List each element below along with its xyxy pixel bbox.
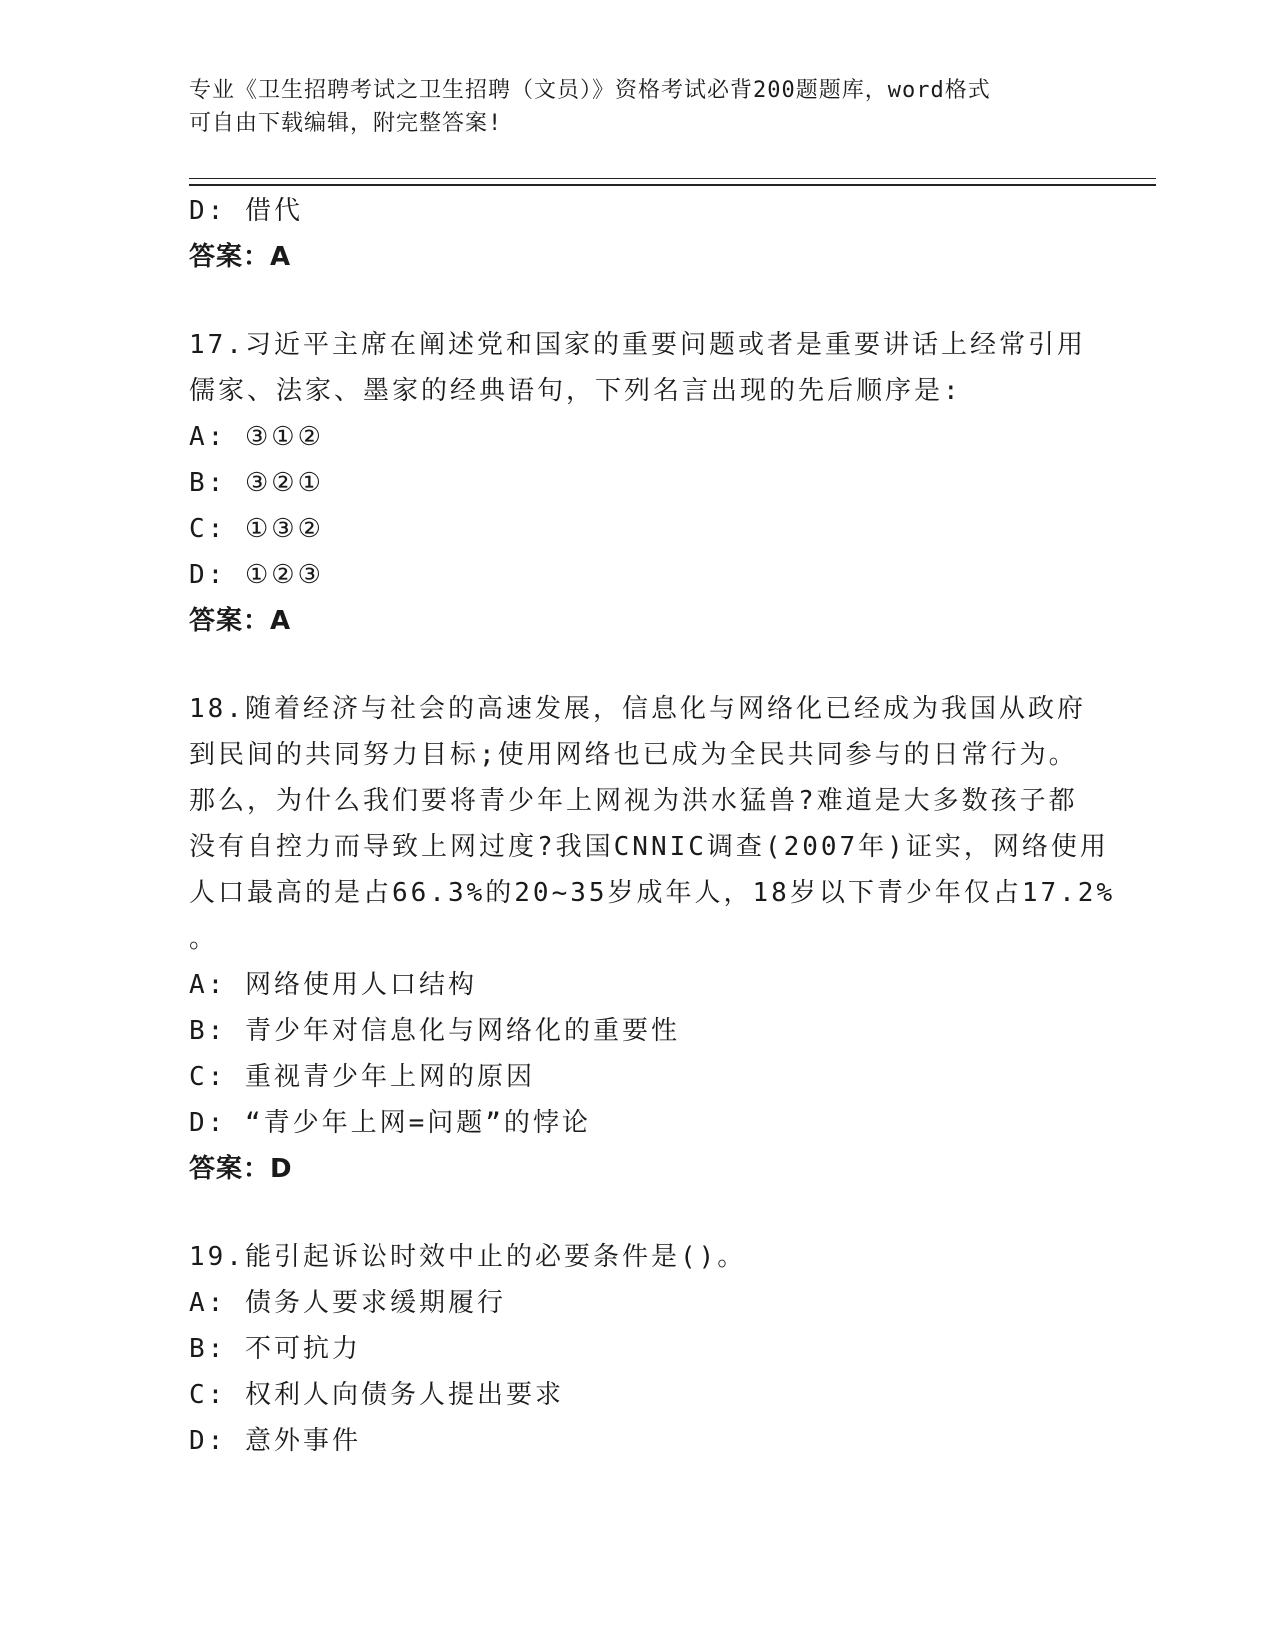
question-stem-line: 没有自控力而导致上网过度?我国CNNIC调查(2007年)证实，网络使用: [189, 832, 1109, 862]
question-stem-line: 18.随着经济与社会的高速发展，信息化与网络化已经成为我国从政府: [189, 694, 1086, 724]
question-stem-line: 那么，为什么我们要将青少年上网视为洪水猛兽?难道是大多数孩子都: [189, 786, 1078, 816]
option-b: B: 青少年对信息化与网络化的重要性: [189, 1016, 680, 1046]
option-d: D: ①②③: [189, 560, 324, 590]
option-d: D: 意外事件: [189, 1426, 361, 1456]
question-gap: [189, 1192, 1089, 1234]
document-header: [189, 74, 1069, 140]
question-stem-line: 儒家、法家、墨家的经典语句，下列名言出现的先后顺序是:: [189, 376, 962, 406]
question-16-tail: [189, 188, 1089, 280]
answer-label: 答案：A: [189, 242, 292, 272]
option-c: C: ①③②: [189, 514, 324, 544]
question-stem-line: 。: [189, 924, 219, 954]
option-b: B: ③②①: [189, 468, 324, 498]
option-c: C: 重视青少年上网的原因: [189, 1062, 535, 1092]
option-c: C: 权利人向债务人提出要求: [189, 1380, 564, 1410]
answer-label: 答案：A: [189, 606, 292, 636]
option-d: D: 借代: [189, 196, 303, 226]
question-19: [189, 1234, 1089, 1464]
question-stem-line: 到民间的共同努力目标;使用网络也已成为全民共同参与的日常行为。: [189, 740, 1078, 770]
option-d: D: “青少年上网=问题”的悖论: [189, 1108, 591, 1138]
question-list: [189, 188, 1116, 1464]
question-gap: [189, 644, 1089, 686]
question-gap: [189, 280, 1089, 322]
question-stem-line: 17.习近平主席在阐述党和国家的重要问题或者是重要讲话上经常引用: [189, 330, 1086, 360]
option-a: A: 网络使用人口结构: [189, 970, 477, 1000]
question-18: [189, 686, 1116, 1192]
header-line-1: 专业《卫生招聘考试之卫生招聘（文员）》资格考试必背200题题库，word格式: [189, 78, 991, 103]
question-17: [189, 322, 1089, 644]
option-a: A: 债务人要求缓期履行: [189, 1288, 506, 1318]
header-line-2: 可自由下载编辑，附完整答案!: [189, 111, 503, 136]
option-b: B: 不可抗力: [189, 1334, 361, 1364]
question-stem-line: 人口最高的是占66.3%的20~35岁成年人，18岁以下青少年仅占17.2%: [189, 878, 1116, 908]
option-a: A: ③①②: [189, 422, 324, 452]
answer-label: 答案：D: [189, 1154, 293, 1184]
header-divider: [189, 178, 1156, 186]
question-stem-line: 19.能引起诉讼时效中止的必要条件是()。: [189, 1242, 747, 1272]
